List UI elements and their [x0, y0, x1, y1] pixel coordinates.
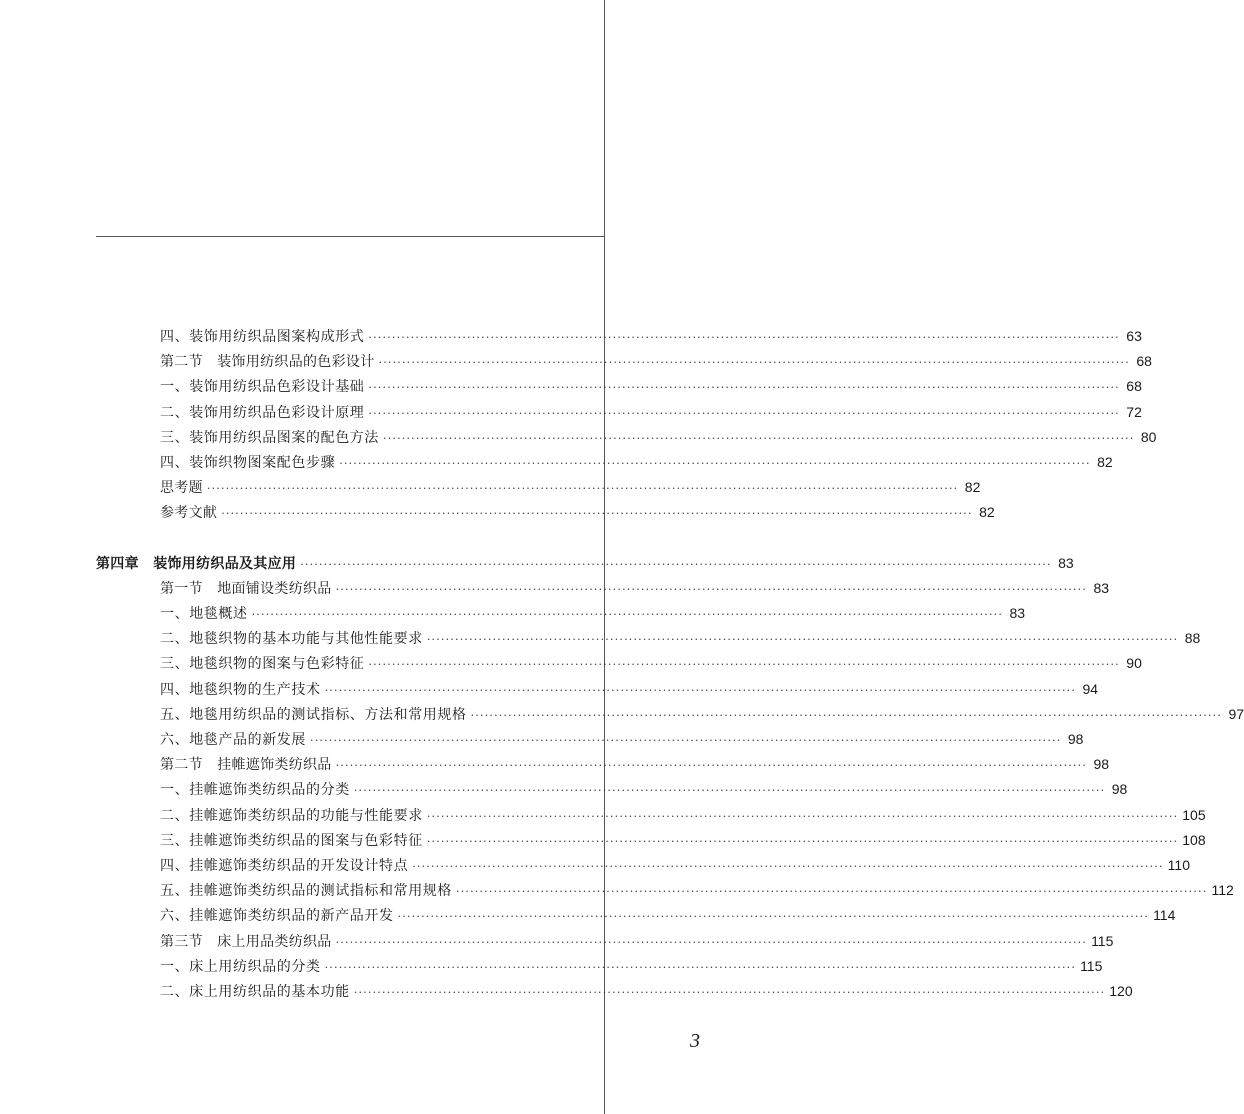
toc-entry-title: 六、地毯产品的新发展 [160, 732, 306, 748]
toc-entry-page: 68 [1126, 378, 1142, 395]
toc-entry [160, 853, 1190, 878]
toc-leader-dots: ································································································································································ [300, 557, 1052, 571]
toc-entry-title: 一、地毯概述 [160, 606, 248, 622]
toc-entry-page: 105 [1182, 806, 1206, 823]
toc-entry-title: 四、地毯织物的生产技术 [160, 681, 321, 698]
toc-entry-title: 三、地毯织物的图案与色彩特征 [160, 656, 365, 673]
toc-entry [160, 727, 1084, 752]
toc-entry-title: 四、挂帷遮饰类纺织品的开发设计特点 [160, 858, 409, 874]
toc-leader-dots: ································································································································································ [368, 658, 1120, 672]
toc-leader-dots: ································································································································································ [412, 860, 1164, 873]
toc-leader-dots: ································································································································································ [324, 683, 1077, 697]
toc-entry [160, 400, 1142, 425]
toc-entry-page: 63 [1126, 328, 1142, 344]
toc-leader-dots: ································································································································································ [470, 708, 1223, 722]
toc-entry [160, 324, 1142, 349]
toc-entry [160, 903, 1176, 928]
toc-leader-dots: ································································································································································ [335, 759, 1088, 773]
toc-entry [160, 500, 995, 525]
toc-entry-page: 83 [1058, 554, 1074, 571]
toc-entry-page: 83 [1093, 579, 1110, 596]
toc-entry-page: 97 [1228, 705, 1244, 722]
toc-entry-page: 115 [1091, 932, 1114, 949]
toc-leader-dots: ································································································································································ [221, 507, 973, 521]
toc-entry [160, 803, 1206, 828]
toc-entry-page: 82 [1097, 454, 1113, 470]
toc-entry [160, 425, 1157, 450]
toc-leader-dots: ································································································································································ [426, 633, 1179, 647]
toc-entry [160, 979, 1133, 1004]
toc-entry-title: 第三节 床上用品类纺织品 [160, 933, 332, 950]
toc-entry-page: 72 [1126, 403, 1142, 420]
toc-leader-dots: ································································································································································ [368, 331, 1120, 344]
toc-entry-title: 参考文献 [160, 505, 218, 522]
toc-entry [160, 954, 1103, 979]
toc-entry-title: 第一节 地面铺设类纺织品 [160, 580, 332, 597]
toc-entry-title: 二、挂帷遮饰类纺织品的功能与性能要求 [160, 807, 423, 824]
toc-leader-dots: ································································································································································ [251, 608, 1004, 621]
toc-entry [160, 450, 1113, 475]
toc-leader-dots: ································································································································································ [383, 431, 1135, 445]
toc-leader-dots: ································································································································································ [368, 406, 1120, 420]
toc-entry-page: 115 [1080, 957, 1103, 974]
toc-entry-page: 98 [1093, 756, 1110, 773]
toc-entry-title: 五、地毯用纺织品的测试指标、方法和常用规格 [160, 706, 467, 723]
toc-entry [160, 878, 1234, 903]
toc-entry-page: 82 [979, 504, 995, 521]
toc-leader-dots: ································································································································································ [206, 482, 959, 496]
toc-leader-dots: ································································································································································ [324, 960, 1077, 974]
toc-entry-page: 98 [1067, 731, 1084, 747]
toc-entry-title: 四、装饰织物图案配色步骤 [160, 455, 336, 471]
toc-leader-dots: ································································································································································ [335, 935, 1088, 949]
toc-entry [160, 651, 1142, 676]
toc-entry-title: 三、挂帷遮饰类纺织品的图案与色彩特征 [160, 832, 423, 849]
toc-entry-page: 68 [1136, 353, 1152, 370]
toc-entry [160, 374, 1142, 399]
toc-entry [160, 752, 1110, 777]
toc-leader-dots: ································································································································································ [426, 834, 1179, 848]
toc-leader-dots: ································································································································································ [310, 734, 1062, 747]
toc-entry [160, 349, 1152, 374]
toc-entry-page: 108 [1182, 831, 1206, 848]
toc-entry-page: 94 [1082, 680, 1099, 697]
toc-entry-title: 六、挂帷遮饰类纺织品的新产品开发 [160, 908, 394, 925]
toc-entry-title: 二、床上用纺织品的基本功能 [160, 984, 350, 1000]
toc-leader-dots: ································································································································································ [339, 457, 1091, 470]
toc-leader-dots: ································································································································································ [378, 356, 1130, 370]
toc-entry-title: 三、装饰用纺织品图案的配色方法 [160, 429, 379, 446]
toc-entry [160, 677, 1099, 702]
toc-entry-title: 第二节 挂帷遮饰类纺织品 [160, 757, 332, 774]
toc-entry-page: 80 [1140, 428, 1157, 445]
toc-leader-dots: ································································································································································ [353, 784, 1106, 798]
toc-entry-title: 一、挂帷遮饰类纺织品的分类 [160, 782, 350, 799]
toc-entry-title: 四、装饰用纺织品图案构成形式 [160, 329, 365, 345]
toc-entry-title: 一、床上用纺织品的分类 [160, 958, 321, 975]
toc-entry [160, 702, 1244, 727]
toc-leader-dots: ································································································································································ [397, 910, 1150, 924]
toc-entry-page: 98 [1111, 781, 1128, 798]
toc-entry [160, 626, 1201, 651]
toc-entry [160, 601, 1026, 626]
toc-entry-title: 第二节 装饰用纺织品的色彩设计 [160, 354, 375, 371]
toc-entry [96, 551, 1074, 576]
toc-leader-dots: ································································································································································ [456, 885, 1208, 899]
toc-entry-page: 82 [964, 479, 981, 496]
toc-entry-title: 二、装饰用纺织品色彩设计原理 [160, 404, 365, 421]
toc-entry-title: 一、装饰用纺织品色彩设计基础 [160, 379, 365, 396]
toc-entry-page: 120 [1109, 983, 1133, 999]
toc-entry [160, 576, 1110, 601]
toc-entry-page: 83 [1009, 605, 1026, 621]
toc-entry-page: 114 [1153, 907, 1176, 924]
toc-entry-title: 五、挂帷遮饰类纺织品的测试指标和常用规格 [160, 883, 452, 900]
toc-entry-page: 112 [1211, 882, 1234, 899]
toc-entry-title: 思考题 [160, 480, 203, 497]
toc-entry [160, 828, 1206, 853]
page-number: 3 [690, 1030, 700, 1052]
toc-leader-dots: ································································································································································ [426, 809, 1179, 823]
toc-entry [160, 929, 1114, 954]
toc-leader-dots: ································································································································································ [368, 381, 1120, 395]
toc-leader-dots: ································································································································································ [335, 582, 1088, 596]
toc-entry-title: 第四章 装饰用纺织品及其应用 [96, 555, 297, 572]
toc-leader-dots: ································································································································································ [353, 986, 1106, 999]
toc-entry-page: 88 [1184, 630, 1201, 647]
toc-entry-title: 二、地毯织物的基本功能与其他性能要求 [160, 631, 423, 648]
toc-entry [160, 475, 981, 500]
toc-entry-page: 110 [1167, 857, 1190, 873]
toc-entry-page: 90 [1126, 655, 1142, 672]
toc-entry [160, 777, 1128, 802]
horizontal-rule [96, 236, 604, 237]
